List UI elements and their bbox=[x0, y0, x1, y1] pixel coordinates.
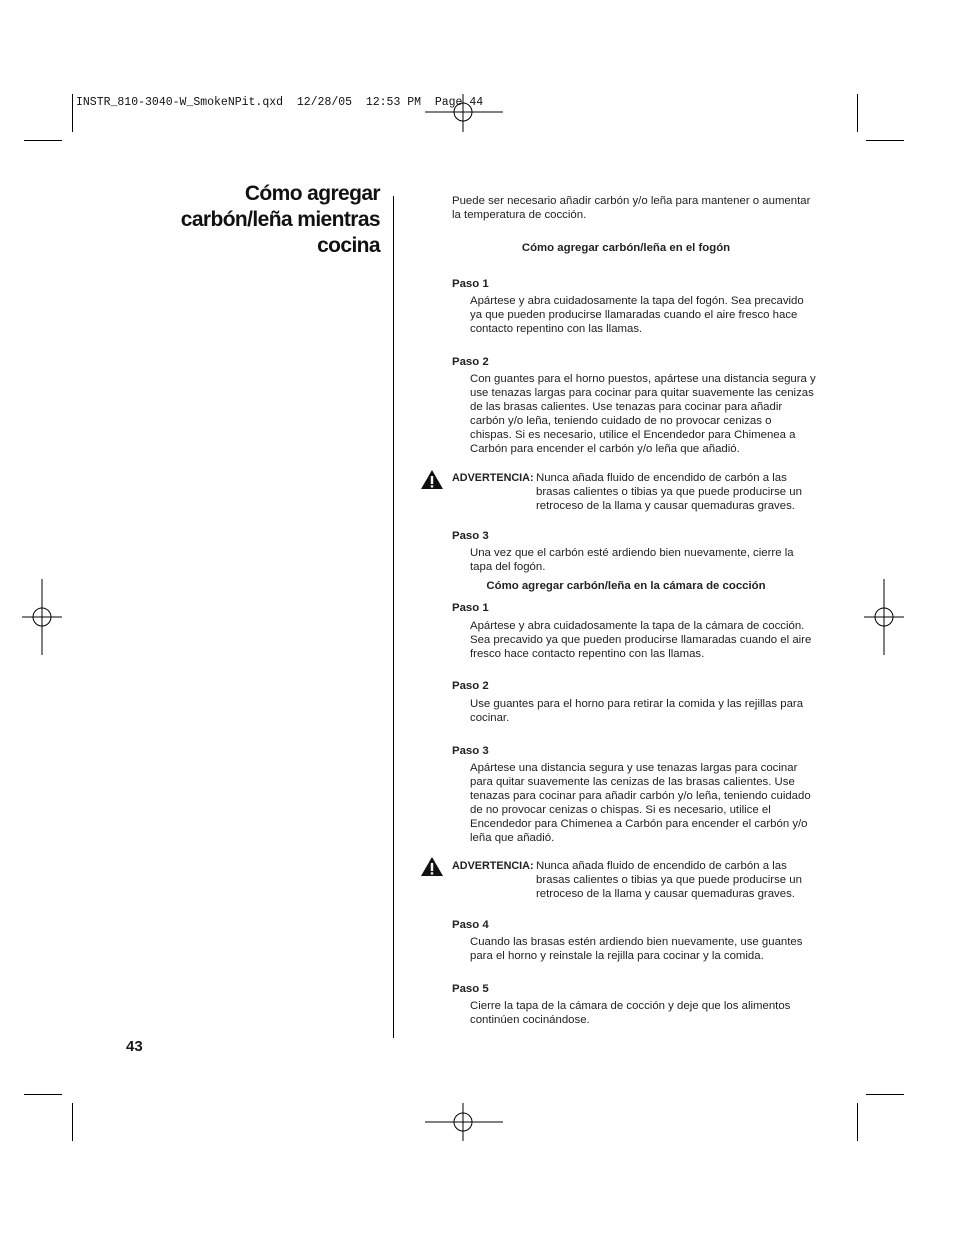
section2-step5-line2: continúen cocinándose. bbox=[470, 1014, 590, 1026]
crop-mark-tr-h bbox=[866, 140, 904, 141]
section2-warning-line3: retroceso de la llama y causar quemaduras graves. bbox=[536, 888, 795, 900]
section2-step1-label: Paso 1 bbox=[452, 602, 489, 614]
section1-step1-label: Paso 1 bbox=[452, 278, 489, 290]
section2-step2-label: Paso 2 bbox=[452, 680, 489, 692]
crop-mark-bl-v bbox=[72, 1103, 73, 1141]
section2-step2-line1: Use guantes para el horno para retirar la comida y las rejillas para bbox=[470, 698, 804, 710]
section2-step3-line5: Encendedor para Chimenea a Carbón para encender el carbón y/o bbox=[470, 818, 808, 830]
section2-step5-line1: Cierre la tapa de la cámara de cocción y deje que los alimentos bbox=[470, 1000, 791, 1012]
crop-mark-br-h bbox=[866, 1094, 904, 1095]
section1-step2-line1: Con guantes para el horno puestos, apártese una distancia segura y bbox=[470, 373, 816, 385]
section1-step2-line2: use tenazas largas para cocinar para quitar suavemente las cenizas bbox=[470, 387, 814, 399]
section2-step1-line2: Sea precavido ya que pueden producirse llamaradas cuando el aire bbox=[470, 634, 812, 646]
section2-step4-line2: para el horno y reinstale la rejilla para cocinar y la comida. bbox=[470, 950, 764, 962]
section1-step3-line1: Una vez que el carbón esté ardiendo bien nuevamente, cierre la bbox=[470, 547, 794, 559]
section1-step2-line5: chispas. Si es necesario, utilice el Encendedor para Chimenea a bbox=[470, 429, 796, 441]
crop-mark-tl-v bbox=[72, 94, 73, 132]
section2-step3-line6: leña que añadió. bbox=[470, 832, 555, 844]
section2-heading: Cómo agregar carbón/leña en la cámara de cocción bbox=[486, 580, 766, 592]
registration-mark-left bbox=[22, 579, 62, 655]
crop-mark-br-v bbox=[857, 1103, 858, 1141]
section1-step2-line6: Carbón para encender el carbón y/o leña que añadió. bbox=[470, 443, 740, 455]
section1-step2-line3: de las brasas calientes. Use tenazas para cocinar para añadir bbox=[470, 401, 783, 413]
section1-step1-line2: ya que pueden producirse llamaradas cuando el aire fresco hace bbox=[470, 309, 798, 321]
section2-step3-line4: de no provocar cenizas o chispas. Si es necesario, utilice el bbox=[470, 804, 771, 816]
warning-icon bbox=[420, 469, 444, 490]
section2-step3-line3: tenazas para cocinar para añadir carbón y/o leña, teniendo cuidado bbox=[470, 790, 811, 802]
section1-warning-label: ADVERTENCIA: bbox=[452, 472, 534, 484]
section1-warning-line2: brasas calientes o tibias ya que puede producirse un bbox=[536, 486, 802, 498]
section1-heading: Cómo agregar carbón/leña en el fogón bbox=[521, 242, 731, 254]
section2-warning-label: ADVERTENCIA: bbox=[452, 860, 534, 872]
title-line-1: Cómo agregar bbox=[244, 182, 380, 205]
section2-step3-label: Paso 3 bbox=[452, 745, 489, 757]
intro-line-1: Puede ser necesario añadir carbón y/o leña para mantener o aumentar bbox=[452, 195, 811, 207]
page-number: 43 bbox=[126, 1038, 143, 1055]
section2-step5-label: Paso 5 bbox=[452, 983, 489, 995]
section2-warning-line1: Nunca añada fluido de encendido de carbón a las bbox=[536, 860, 787, 872]
section1-step2-label: Paso 2 bbox=[452, 356, 489, 368]
warning-icon bbox=[420, 856, 444, 877]
section2-step4-label: Paso 4 bbox=[452, 919, 489, 931]
registration-mark-top bbox=[425, 94, 503, 132]
print-slug: INSTR_810-3040-W_SmokeNPit.qxd 12/28/05 12:53 PM Page 44 bbox=[76, 96, 484, 109]
registration-mark-right bbox=[864, 579, 904, 655]
section1-step2-line4: carbón y/o leña, teniendo cuidado de no provocar cenizas o bbox=[470, 415, 772, 427]
registration-mark-bottom bbox=[425, 1103, 503, 1141]
intro-line-2: la temperatura de cocción. bbox=[452, 209, 587, 221]
page-title bbox=[150, 181, 380, 259]
title-line-2: carbón/leña mientras bbox=[180, 208, 380, 231]
section2-step1-line3: fresco hace contacto repentino con las llamas. bbox=[470, 648, 705, 660]
section1-warning-line1: Nunca añada fluido de encendido de carbón a las bbox=[536, 472, 787, 484]
section1-step1-line1: Apártese y abra cuidadosamente la tapa del fogón. Sea precavido bbox=[470, 295, 804, 307]
section2-step3-line2: para quitar suavemente las cenizas de las brasas calientes. Use bbox=[470, 776, 795, 788]
column-divider bbox=[393, 196, 394, 1038]
title-line-3: cocina bbox=[317, 234, 380, 257]
section1-step3-line2: tapa del fogón. bbox=[470, 561, 546, 573]
section2-step2-line2: cocinar. bbox=[470, 712, 510, 724]
section2-warning-line2: brasas calientes o tibias ya que puede producirse un bbox=[536, 874, 802, 886]
crop-mark-tl-h bbox=[24, 140, 62, 141]
section2-step1-line1: Apártese y abra cuidadosamente la tapa de la cámara de cocción. bbox=[470, 620, 805, 632]
section1-step3-label: Paso 3 bbox=[452, 530, 489, 542]
section1-warning-line3: retroceso de la llama y causar quemaduras graves. bbox=[536, 500, 795, 512]
section2-step4-line1: Cuando las brasas estén ardiendo bien nuevamente, use guantes bbox=[470, 936, 803, 948]
section2-step3-line1: Apártese una distancia segura y use tenazas largas para cocinar bbox=[470, 762, 798, 774]
crop-mark-tr-v bbox=[857, 94, 858, 132]
section1-step1-line3: contacto repentino con las llamas. bbox=[470, 323, 643, 335]
crop-mark-bl-h bbox=[24, 1094, 62, 1095]
